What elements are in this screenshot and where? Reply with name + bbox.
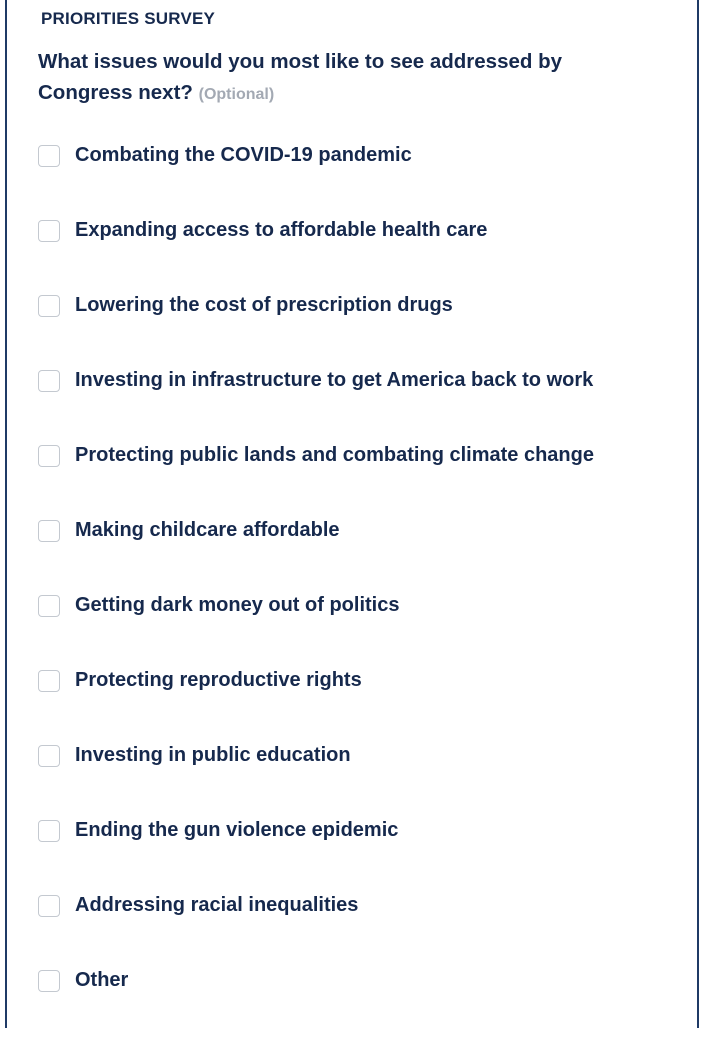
option-prescription-drugs[interactable] [38,288,688,363]
checkbox-public-lands[interactable] [38,445,60,467]
survey-title: PRIORITIES SURVEY [41,9,216,28]
checkbox-reproductive-rights[interactable] [38,670,60,692]
option-label: Addressing racial inequalities [75,894,359,916]
option-label: Lowering the cost of prescription drugs [75,294,453,316]
option-label: Protecting reproductive rights [75,669,362,691]
checkbox-dark-money[interactable] [38,595,60,617]
option-health-care[interactable] [38,213,688,288]
option-label: Ending the gun violence epidemic [75,819,399,841]
option-other[interactable] [38,963,688,1038]
option-infrastructure[interactable] [38,363,688,438]
option-label: Expanding access to affordable health care [75,219,488,241]
option-label: Investing in public education [75,744,351,766]
option-dark-money[interactable] [38,588,688,663]
checkbox-infrastructure[interactable] [38,370,60,392]
option-label: Combating the COVID-19 pandemic [75,144,412,166]
checkbox-prescription-drugs[interactable] [38,295,60,317]
option-covid[interactable] [38,138,688,213]
option-label: Other [75,969,129,991]
survey-panel [5,0,699,1028]
option-public-lands[interactable] [38,438,688,513]
option-label: Protecting public lands and combating climate change [75,444,594,466]
checkbox-health-care[interactable] [38,220,60,242]
option-public-education[interactable] [38,738,688,813]
checkbox-public-education[interactable] [38,745,60,767]
survey-question [38,46,658,110]
option-gun-violence[interactable] [38,813,688,888]
option-reproductive-rights[interactable] [38,663,688,738]
option-childcare[interactable] [38,513,688,588]
checkbox-gun-violence[interactable] [38,820,60,842]
options-list [38,138,688,1038]
checkbox-childcare[interactable] [38,520,60,542]
checkbox-racial-inequalities[interactable] [38,895,60,917]
question-text: What issues would you most like to see addressed by Congress next? [38,50,563,104]
checkbox-other[interactable] [38,970,60,992]
option-label: Investing in infrastructure to get America back to work [75,369,594,391]
option-racial-inequalities[interactable] [38,888,688,963]
option-label: Getting dark money out of politics [75,594,400,616]
optional-label: (Optional) [198,86,275,103]
option-label: Making childcare affordable [75,519,340,541]
checkbox-covid[interactable] [38,145,60,167]
